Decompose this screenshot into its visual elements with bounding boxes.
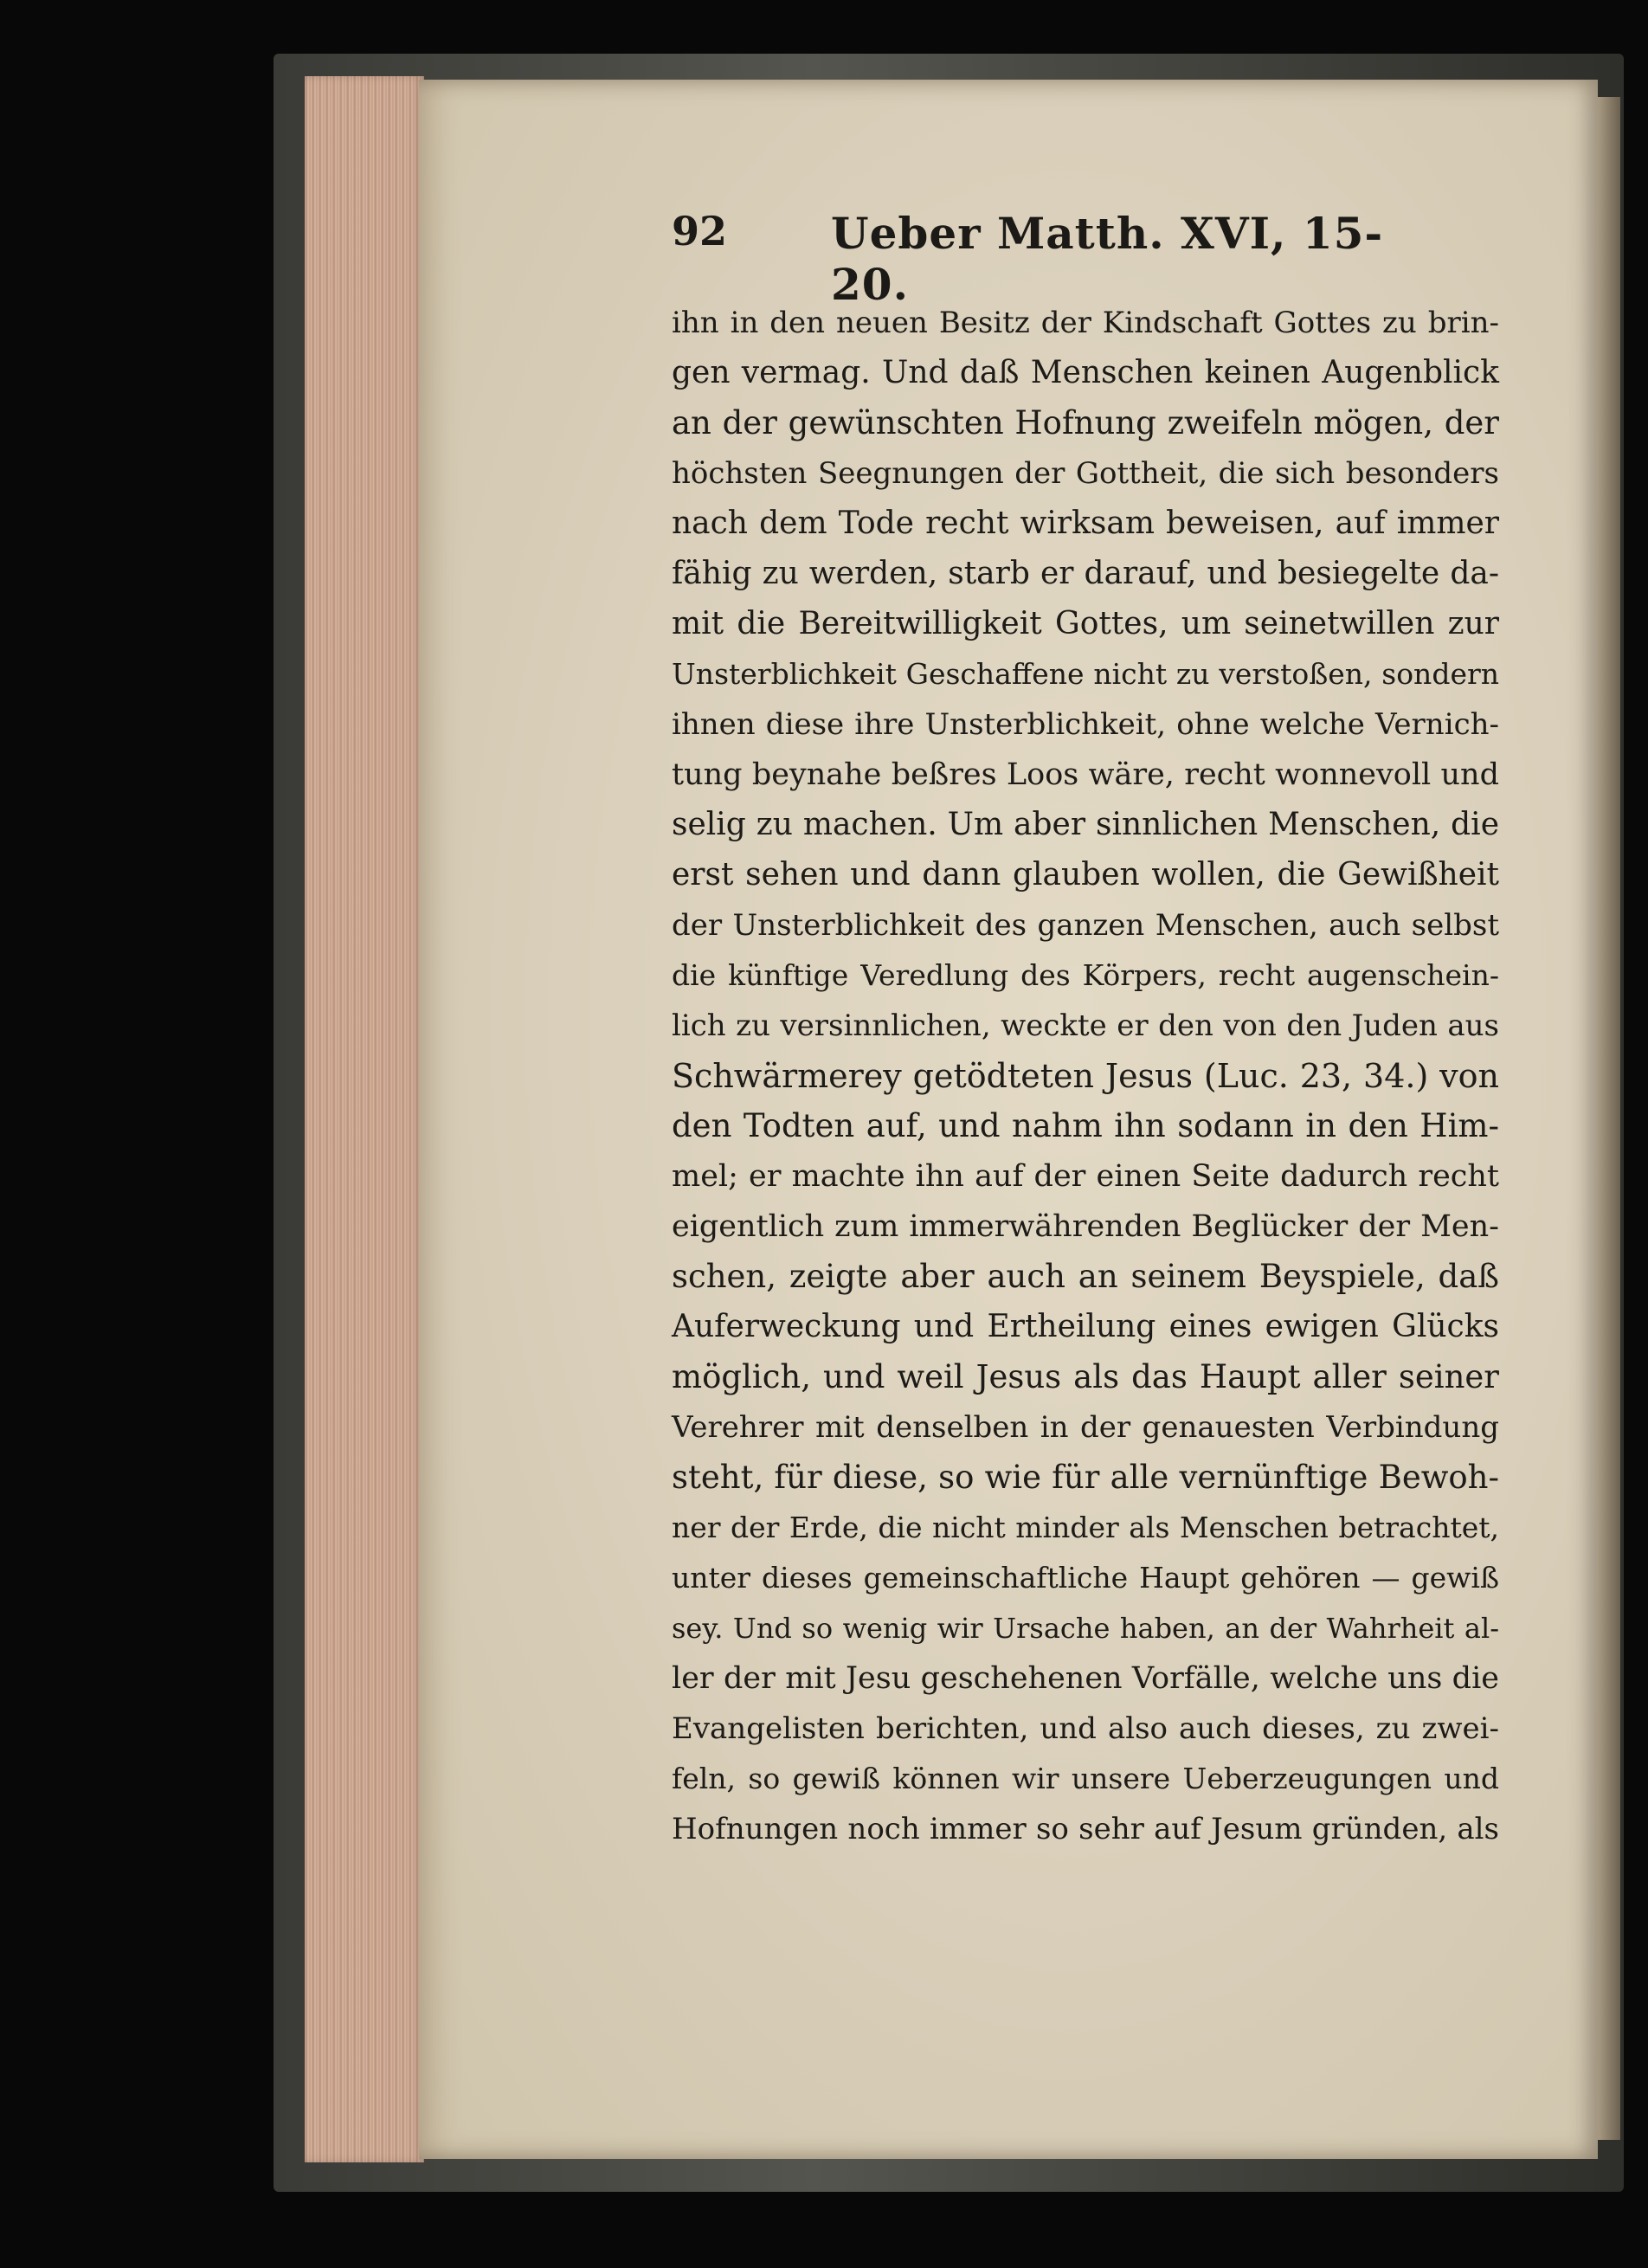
- text-line: sey. Und so wenig wir Ursache haben, an der Wahrheit al-: [672, 1612, 1499, 1645]
- text-line: unter dieses gemeinschaftliche Haupt gehören — gewiß: [672, 1561, 1499, 1595]
- text-line: die künftige Veredlung des Körpers, recht augenschein-: [672, 958, 1499, 992]
- text-line: Schwärmerey getödteten Jesus (Luc. 23, 34.) von: [672, 1057, 1499, 1095]
- text-line: erst sehen und dann glauben wollen, die Gewißheit: [672, 857, 1499, 892]
- text-line: mel; er machte ihn auf der einen Seite dadurch recht: [672, 1159, 1499, 1194]
- text-line: Hofnungen noch immer so sehr auf Jesum gründen, als: [672, 1812, 1499, 1846]
- text-line: an der gewünschten Hofnung zweifeln mögen, der: [672, 404, 1499, 441]
- text-line: lich zu versinnlichen, weckte er den von den Juden aus: [672, 1008, 1499, 1043]
- text-line: ler der mit Jesu geschehenen Vorfälle, welche uns die: [672, 1661, 1499, 1696]
- text-line: Unsterblichkeit Geschaffene nicht zu verstoßen, sondern: [672, 657, 1499, 691]
- text-line: schen, zeigte aber auch an seinem Beyspiele, daß: [672, 1258, 1499, 1295]
- text-line: nach dem Tode recht wirksam beweisen, auf immer: [672, 506, 1499, 541]
- text-line: der Unsterblichkeit des ganzen Menschen, auch selbst: [672, 908, 1499, 943]
- text-line: ner der Erde, die nicht minder als Menschen betrachtet,: [672, 1511, 1499, 1544]
- text-line: gen vermag. Und daß Menschen keinen Augenblick: [672, 355, 1499, 390]
- text-line: Auferweckung und Ertheilung eines ewigen Glücks: [672, 1309, 1499, 1344]
- text-line: eigentlich zum immerwährenden Beglücker der Men-: [672, 1209, 1499, 1244]
- text-line: mit die Bereitwilligkeit Gottes, um seinetwillen zur: [672, 606, 1499, 641]
- text-line: tung beynahe beßres Loos wäre, recht wonnevoll und: [672, 757, 1499, 792]
- body-text: [672, 298, 1499, 1854]
- text-line: ihn in den neuen Besitz der Kindschaft Gottes zu brin-: [672, 306, 1499, 340]
- text-line: fähig zu werden, starb er darauf, und besiegelte da-: [672, 556, 1499, 591]
- text-line: ihnen diese ihre Unsterblichkeit, ohne welche Vernich-: [672, 707, 1499, 742]
- text-line: den Todten auf, und nahm ihn sodann in den Him-: [672, 1107, 1499, 1144]
- page-number: 92: [672, 208, 728, 255]
- text-line: Evangelisten berichten, und also auch dieses, zu zwei-: [672, 1711, 1499, 1746]
- text-line: selig zu machen. Um aber sinnlichen Menschen, die: [672, 807, 1499, 842]
- text-line: steht, für diese, so wie für alle vernünftige Bewoh-: [672, 1459, 1499, 1496]
- running-head: Ueber Matth. XVI, 15-20.: [831, 208, 1384, 310]
- page-header: [672, 208, 1451, 310]
- text-line: höchsten Seegnungen der Gottheit, die sich besonders: [672, 456, 1499, 491]
- text-line: feln, so gewiß können wir unsere Ueberzeugungen und: [672, 1762, 1499, 1795]
- page-stack-edge: [305, 76, 424, 2162]
- text-line: Verehrer mit denselben in der genauesten Verbindung: [672, 1410, 1499, 1445]
- text-line: möglich, und weil Jesus als das Haupt aller seiner: [672, 1358, 1499, 1395]
- facing-page-edge: [1598, 97, 1620, 2140]
